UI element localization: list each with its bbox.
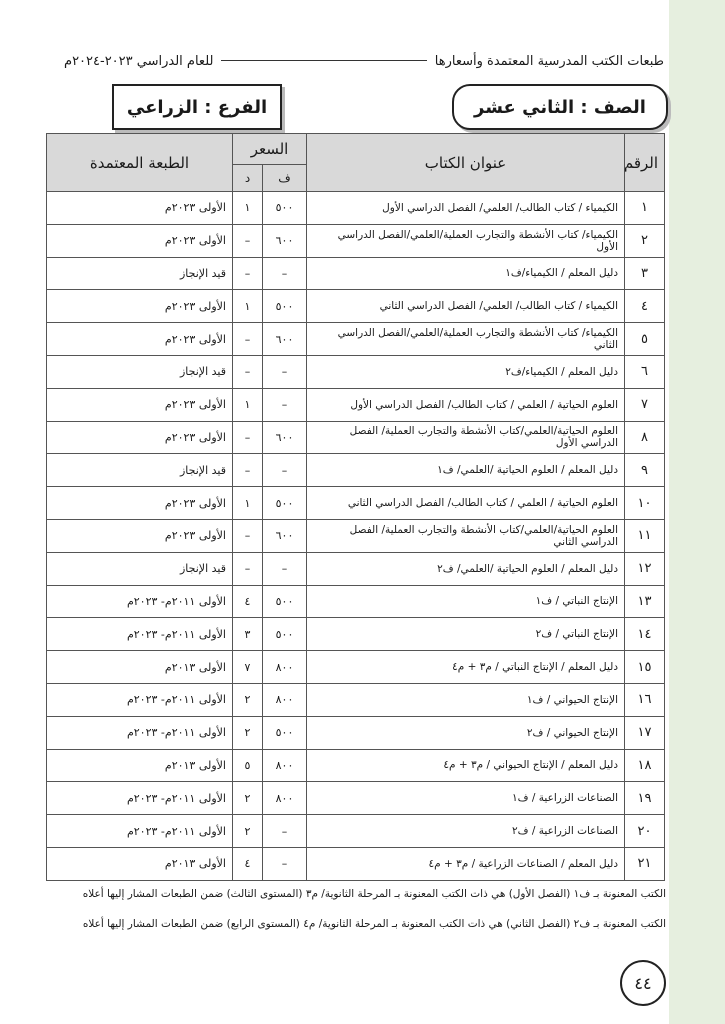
table-row [47, 487, 665, 520]
price-fils: ٦٠٠ [263, 421, 307, 454]
price-fils: – [263, 552, 307, 585]
book-title: العلوم الحياتية / العلمي / كتاب الطالب/ الفصل الدراسي الثاني [307, 487, 625, 520]
price-dinar: ٢ [233, 782, 263, 815]
price-dinar: – [233, 257, 263, 290]
book-title: دليل المعلم / العلوم الحياتية /العلمي/ ف١ [307, 454, 625, 487]
price-fils: ٥٠٠ [263, 716, 307, 749]
price-dinar: ٣ [233, 618, 263, 651]
price-fils: – [263, 355, 307, 388]
table-row [47, 552, 665, 585]
table-row [47, 355, 665, 388]
approved-edition: الأولى ٢٠٢٣م [47, 519, 233, 552]
book-title: الصناعات الزراعية / ف١ [307, 782, 625, 815]
row-number: ٢ [625, 224, 665, 257]
table-row [47, 224, 665, 257]
approved-edition: الأولى ٢٠١٣م [47, 847, 233, 880]
table-row [47, 782, 665, 815]
price-fils: – [263, 388, 307, 421]
price-fils: ٨٠٠ [263, 651, 307, 684]
row-number: ١٩ [625, 782, 665, 815]
footnote-1: الكتب المعنونة بـ ف١ (الفصل الأول) هي ذات الكتب المعنونة بـ المرحلة الثانوية/ م٣ (المستوى الثالث) ضمن الطبعات المشار إليها أعلاه [82, 888, 666, 900]
price-fils: ٥٠٠ [263, 487, 307, 520]
branch-label: الفرع : الزراعي [112, 84, 282, 130]
price-dinar: ٢ [233, 815, 263, 848]
row-number: ١ [625, 192, 665, 225]
book-title: دليل المعلم / الكيمياء/ف٢ [307, 355, 625, 388]
row-number: ٧ [625, 388, 665, 421]
price-fils: ٨٠٠ [263, 683, 307, 716]
running-head-year: للعام الدراسي ٢٠٢٣-٢٠٢٤م [64, 53, 214, 69]
approved-edition: قيد الإنجاز [47, 454, 233, 487]
table-row [47, 651, 665, 684]
price-dinar: ١ [233, 487, 263, 520]
book-title: الكيمياء/ كتاب الأنشطة والتجارب العملية/العلمي/الفصل الدراسي الثاني [307, 323, 625, 356]
table-row [47, 815, 665, 848]
price-dinar: – [233, 552, 263, 585]
price-fils: ٨٠٠ [263, 749, 307, 782]
header-title: عنوان الكتاب [307, 134, 625, 192]
price-dinar: ٤ [233, 847, 263, 880]
price-fils: ٨٠٠ [263, 782, 307, 815]
price-fils: ٥٠٠ [263, 618, 307, 651]
price-fils: – [263, 847, 307, 880]
table-row [47, 388, 665, 421]
approved-edition: الأولى ٢٠١١م- ٢٠٢٣م [47, 618, 233, 651]
book-title: الكيمياء / كتاب الطالب/ العلمي/ الفصل الدراسي الثاني [307, 290, 625, 323]
row-number: ٩ [625, 454, 665, 487]
table-row [47, 847, 665, 880]
price-fils: ٦٠٠ [263, 323, 307, 356]
table-row [47, 192, 665, 225]
price-dinar: – [233, 355, 263, 388]
approved-edition: قيد الإنجاز [47, 257, 233, 290]
table-row [47, 749, 665, 782]
price-fils: ٥٠٠ [263, 192, 307, 225]
book-title: دليل المعلم / العلوم الحياتية /العلمي/ ف٢ [307, 552, 625, 585]
approved-edition: الأولى ٢٠٢٣م [47, 421, 233, 454]
book-title: الإنتاج النباتي / ف٢ [307, 618, 625, 651]
table-row [47, 454, 665, 487]
book-title: الكيمياء / كتاب الطالب/ العلمي/ الفصل الدراسي الأول [307, 192, 625, 225]
price-fils: – [263, 454, 307, 487]
price-fils: ٦٠٠ [263, 519, 307, 552]
running-head-rule [221, 59, 426, 61]
table-row [47, 257, 665, 290]
header-dinar: د [233, 165, 263, 192]
book-title: دليل المعلم / الإنتاج الحيواني / م٣ + م٤ [307, 749, 625, 782]
table-row [47, 290, 665, 323]
approved-edition: الأولى ٢٠٢٣م [47, 323, 233, 356]
book-title: دليل المعلم / الصناعات الزراعية / م٣ + م٤ [307, 847, 625, 880]
price-dinar: ٢ [233, 683, 263, 716]
book-title: الكيمياء/ كتاب الأنشطة والتجارب العملية/العلمي/الفصل الدراسي الأول [307, 224, 625, 257]
table-row [47, 323, 665, 356]
running-head [64, 50, 664, 72]
approved-edition: الأولى ٢٠١٣م [47, 749, 233, 782]
approved-edition: الأولى ٢٠١١م- ٢٠٢٣م [47, 683, 233, 716]
book-title: العلوم الحياتية/العلمي/كتاب الأنشطة والتجارب العملية/ الفصل الدراسي الثاني [307, 519, 625, 552]
row-number: ١٢ [625, 552, 665, 585]
grade-label: الصف : الثاني عشر [452, 84, 668, 130]
approved-edition: الأولى ٢٠٢٣م [47, 224, 233, 257]
row-number: ٣ [625, 257, 665, 290]
row-number: ٢١ [625, 847, 665, 880]
approved-edition: قيد الإنجاز [47, 355, 233, 388]
book-title: الإنتاج النباتي / ف١ [307, 585, 625, 618]
row-number: ١٥ [625, 651, 665, 684]
approved-edition: الأولى ٢٠٢٣م [47, 487, 233, 520]
approved-edition: الأولى ٢٠١١م- ٢٠٢٣م [47, 782, 233, 815]
price-dinar: – [233, 323, 263, 356]
header-number: الرقم [625, 134, 665, 192]
book-title: الإنتاج الحيواني / ف٢ [307, 716, 625, 749]
book-title: الصناعات الزراعية / ف٢ [307, 815, 625, 848]
price-fils: ٥٠٠ [263, 585, 307, 618]
row-number: ١٠ [625, 487, 665, 520]
header-price: السعر [233, 134, 307, 165]
row-number: ١٧ [625, 716, 665, 749]
price-dinar: ٢ [233, 716, 263, 749]
approved-edition: قيد الإنجاز [47, 552, 233, 585]
price-fils: – [263, 257, 307, 290]
price-dinar: ٤ [233, 585, 263, 618]
side-band [669, 0, 725, 1024]
table-row [47, 683, 665, 716]
row-number: ٦ [625, 355, 665, 388]
approved-edition: الأولى ٢٠٢٣م [47, 388, 233, 421]
price-fils: ٦٠٠ [263, 224, 307, 257]
row-number: ١٦ [625, 683, 665, 716]
price-dinar: – [233, 454, 263, 487]
table-row [47, 421, 665, 454]
price-dinar: ٧ [233, 651, 263, 684]
table-row [47, 585, 665, 618]
approved-edition: الأولى ٢٠٢٣م [47, 290, 233, 323]
price-dinar: ١ [233, 290, 263, 323]
row-number: ٨ [625, 421, 665, 454]
row-number: ١٤ [625, 618, 665, 651]
row-number: ٢٠ [625, 815, 665, 848]
book-title: العلوم الحياتية / العلمي / كتاب الطالب/ الفصل الدراسي الأول [307, 388, 625, 421]
approved-edition: الأولى ٢٠١١م- ٢٠٢٣م [47, 815, 233, 848]
approved-edition: الأولى ٢٠١٣م [47, 651, 233, 684]
approved-edition: الأولى ٢٠١١م- ٢٠٢٣م [47, 716, 233, 749]
table-row [47, 618, 665, 651]
price-dinar: ١ [233, 388, 263, 421]
header-edition: الطبعة المعتمدة [47, 134, 233, 192]
price-dinar: ١ [233, 192, 263, 225]
price-dinar: – [233, 519, 263, 552]
book-title: دليل المعلم / الكيمياء/ف١ [307, 257, 625, 290]
approved-edition: الأولى ٢٠٢٣م [47, 192, 233, 225]
header-fils: ف [263, 165, 307, 192]
row-number: ١٣ [625, 585, 665, 618]
row-number: ٥ [625, 323, 665, 356]
price-dinar: – [233, 224, 263, 257]
book-title: دليل المعلم / الإنتاج النباتي / م٣ + م٤ [307, 651, 625, 684]
books-table-container [46, 133, 664, 881]
table-row [47, 519, 665, 552]
running-head-title: طبعات الكتب المدرسية المعتمدة وأسعارها [434, 53, 664, 69]
row-number: ١١ [625, 519, 665, 552]
page-number: ٤٤ [620, 960, 666, 1006]
price-fils: ٥٠٠ [263, 290, 307, 323]
footnote-2: الكتب المعنونة بـ ف٢ (الفصل الثاني) هي ذات الكتب المعنونة بـ المرحلة الثانوية/ م٤ (المستوى الرابع) ضمن الطبعات المشار إليها أعلاه [82, 918, 666, 930]
approved-edition: الأولى ٢٠١١م- ٢٠٢٣م [47, 585, 233, 618]
row-number: ٤ [625, 290, 665, 323]
books-table [46, 133, 665, 881]
price-dinar: ٥ [233, 749, 263, 782]
price-fils: – [263, 815, 307, 848]
book-title: الإنتاج الحيواني / ف١ [307, 683, 625, 716]
book-title: العلوم الحياتية/العلمي/كتاب الأنشطة والتجارب العملية/ الفصل الدراسي الأول [307, 421, 625, 454]
table-row [47, 716, 665, 749]
price-dinar: – [233, 421, 263, 454]
row-number: ١٨ [625, 749, 665, 782]
